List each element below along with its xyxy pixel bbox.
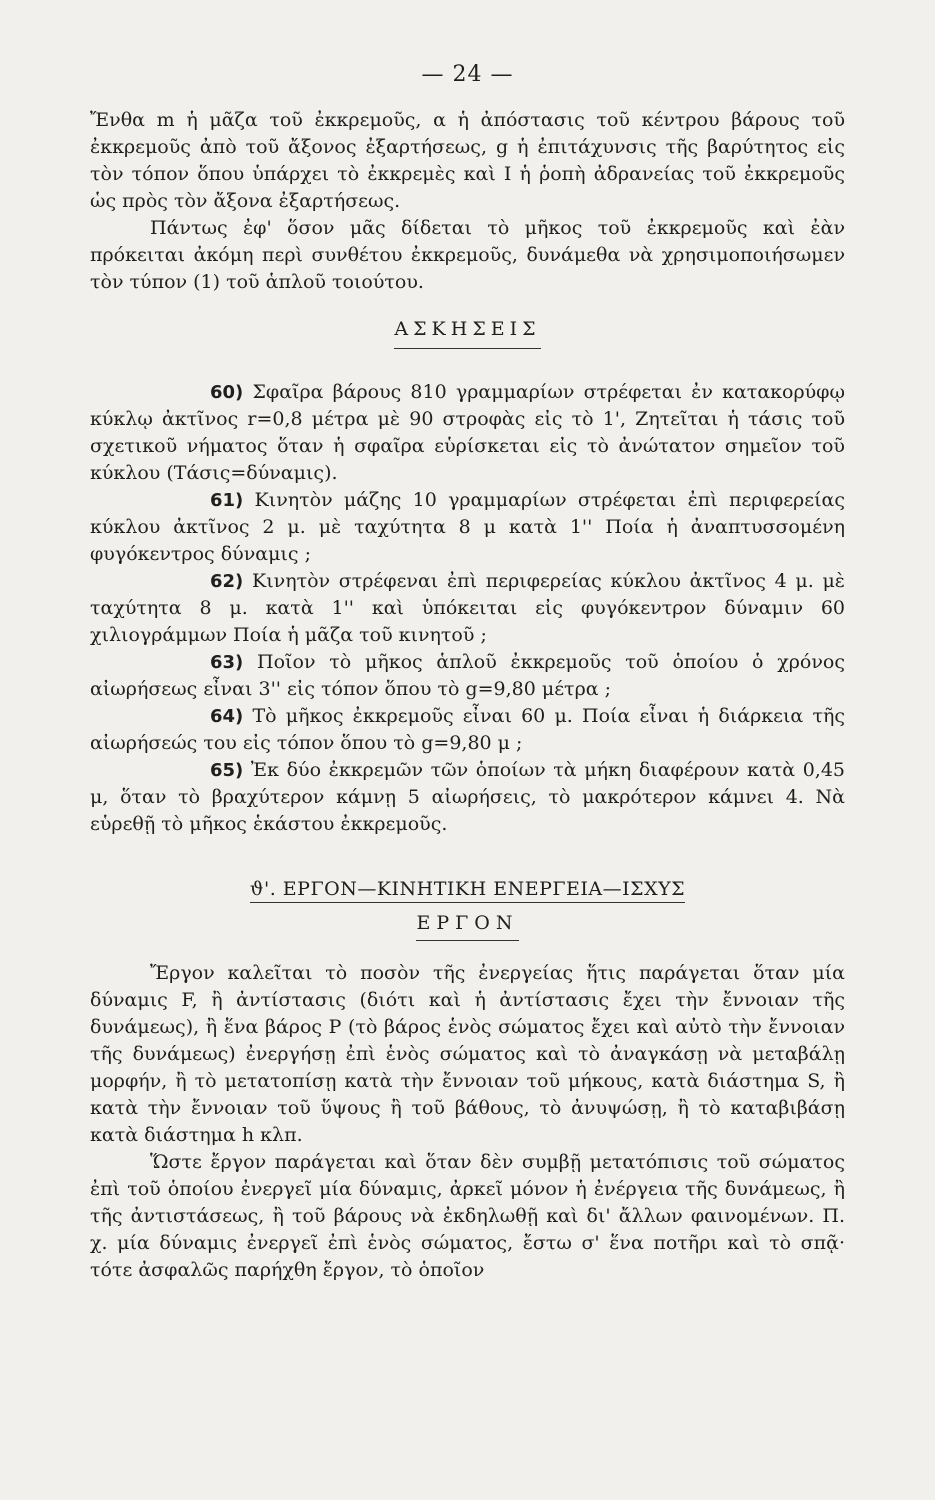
exercise-number: 62): [210, 571, 244, 592]
exercise-number: 61): [210, 490, 244, 511]
exercise-text: Ποῖον τὸ μῆκος ἁπλοῦ ἐκκρεμοῦς τοῦ ὁποίου ὁ χρόνος αἰωρήσεως εἶναι 3'' εἰς τόπον ὅπου τὸ g=9,80 μέτρα ;: [90, 651, 845, 700]
exercise-text: Σφαῖρα βάρους 810 γραμμαρίων στρέφεται ἐν κατακορύφῳ κύκλῳ ἀκτῖνος r=0,8 μέτρα μὲ 90 στροφὰς εἰς τὸ 1', Ζητεῖται ἡ τάσις τοῦ σχετικοῦ νήματος ὅταν ἡ σφαῖρα εὑρίσκεται εἰς τὸ ἀνώτατον σημεῖον τοῦ κύκλου (Τάσις=δύναμις).: [90, 381, 845, 484]
exercise-item: [90, 757, 845, 838]
intro-paragraph-2: Πάντως ἐφ' ὅσον μᾶς δίδεται τὸ μῆκος τοῦ ἐκκρεμοῦς καὶ ἐὰν πρόκειται ἀκόμη περὶ συνθέτου ἐκκρεμοῦς, δυνάμεθα νὰ χρησιμοποιήσωμεν τὸν τύπον (1) τοῦ ἁπλοῦ τοιούτου.: [90, 217, 845, 293]
exercise-list: [90, 379, 845, 838]
exercise-text: Κινητὸν μάζης 10 γραμμαρίων στρέφεται ἐπὶ περιφερείας κύκλου ἀκτῖνος 2 μ. μὲ ταχύτητα 8 μ κατὰ 1'' Ποία ἡ ἀναπτυσσομένη φυγόκεντρος δύναμις ;: [90, 489, 845, 565]
exercise-number: 60): [210, 382, 244, 403]
exercise-number: 64): [210, 706, 244, 727]
exercise-text: Κινητὸν στρέφεναι ἐπὶ περιφερείας κύκλου ἀκτῖνος 4 μ. μὲ ταχύτητα 8 μ. κατὰ 1'' καὶ ὑπόκειται εἰς φυγόκεντρον δύναμιν 60 χιλιογράμμων Ποία ἡ μᾶζα τοῦ κινητοῦ ;: [90, 570, 845, 646]
chapter-heading-text: ϑ'. ΕΡΓΟΝ—ΚΙΝΗΤΙΚΗ ΕΝΕΡΓΕΙΑ—ΙΣΧΥΣ: [250, 878, 685, 903]
intro-paragraph-1: Ἔνθα m ἡ μᾶζα τοῦ ἐκκρεμοῦς, α ἡ ἀπόστασις τοῦ κέντρου βάρους τοῦ ἐκκρεμοῦς ἀπὸ τοῦ ἄξονος ἐξαρτήσεως, g ἡ ἐπιτάχυνσις τῆς βαρύτητος εἰς τὸν τόπον ὅπου ὑπάρχει τὸ ἐκκρεμὲς καὶ I ἡ ῥοπὴ ἀδρανείας τοῦ ἐκκρεμοῦς ὡς πρὸς τὸν ἄξονα ἐξαρτήσεως.: [90, 109, 845, 212]
exercise-text: Ἐκ δύο ἐκκρεμῶν τῶν ὁποίων τὰ μήκη διαφέρουν κατὰ 0,45 μ, ὅταν τὸ βραχύτερον κάμνῃ 5 αἰωρήσεις, τὸ μακρότερον κάμνει 4. Νὰ εὑρεθῇ τὸ μῆκος ἑκάστου ἐκκρεμοῦς.: [90, 759, 845, 835]
exercise-item: [90, 379, 845, 487]
page-number: — 24 —: [421, 62, 514, 87]
exercise-number: 65): [210, 760, 244, 781]
sub-heading-text: ΕΡΓΟΝ: [416, 912, 518, 941]
exercises-heading-text: ΑΣΚΗΣΕΙΣ: [394, 318, 540, 349]
sub-heading: [90, 912, 845, 934]
exercise-item: [90, 649, 845, 703]
exercise-item: [90, 703, 845, 757]
exercise-number: 63): [210, 652, 244, 673]
exercises-heading: [90, 318, 845, 349]
work-paragraph-1: Ἔργον καλεῖται τὸ ποσὸν τῆς ἐνεργείας ἥτις παράγεται ὅταν μία δύναμις F, ἢ ἀντίστασις (διότι καὶ ἡ ἀντίστασις ἔχει τὴν ἔννοιαν τῆς δυνάμεως), ἢ ἕνα βάρος P (τὸ βάρος ἑνὸς σώματος ἔχει καὶ αὐτὸ τὴν ἔννοιαν τῆς δυνάμεως) ἐνεργήσῃ ἐπὶ ἑνὸς σώματος καὶ τὸ ἀναγκάσῃ νὰ μεταβάλῃ μορφήν, ἢ τὸ μετατοπίσῃ κατὰ τὴν ἔννοιαν τοῦ μήκους, κατὰ διάστημα S, ἢ κατὰ τὴν ἔννοιαν τοῦ ὕψους ἢ τοῦ βάθους, τὸ ἀνυψώσῃ, ἢ τὸ καταβιβάσῃ κατὰ διάστημα h κλπ.: [90, 962, 845, 1146]
exercise-item: [90, 568, 845, 649]
exercise-text: Τὸ μῆκος ἐκκρεμοῦς εἶναι 60 μ. Ποία εἶναι ἡ διάρκεια τῆς αἰωρήσεώς του εἰς τόπον ὅπου τὸ g=9,80 μ ;: [90, 705, 845, 754]
work-paragraph-2: Ὥστε ἔργον παράγεται καὶ ὅταν δὲν συμβῇ μετατόπισις τοῦ σώματος ἐπὶ τοῦ ὁποίου ἐνεργεῖ μία δύναμις, ἀρκεῖ μόνον ἡ ἐνέργεια τῆς δυνάμεως, ἢ τῆς ἀντιστάσεως, ἢ τοῦ βάρους νὰ ἐκδηλωθῇ καὶ δι' ἄλλων φαινομένων. Π. χ. μία δύναμις ἐνεργεῖ ἐπὶ ἑνὸς σώματος, ἔστω σ' ἕνα ποτῆρι καὶ τὸ σπᾷ· τότε ἀσφαλῶς παρήχθη ἔργον, τὸ ὁποῖον: [90, 1151, 845, 1281]
exercise-item: [90, 487, 845, 568]
chapter-heading: [90, 878, 845, 900]
